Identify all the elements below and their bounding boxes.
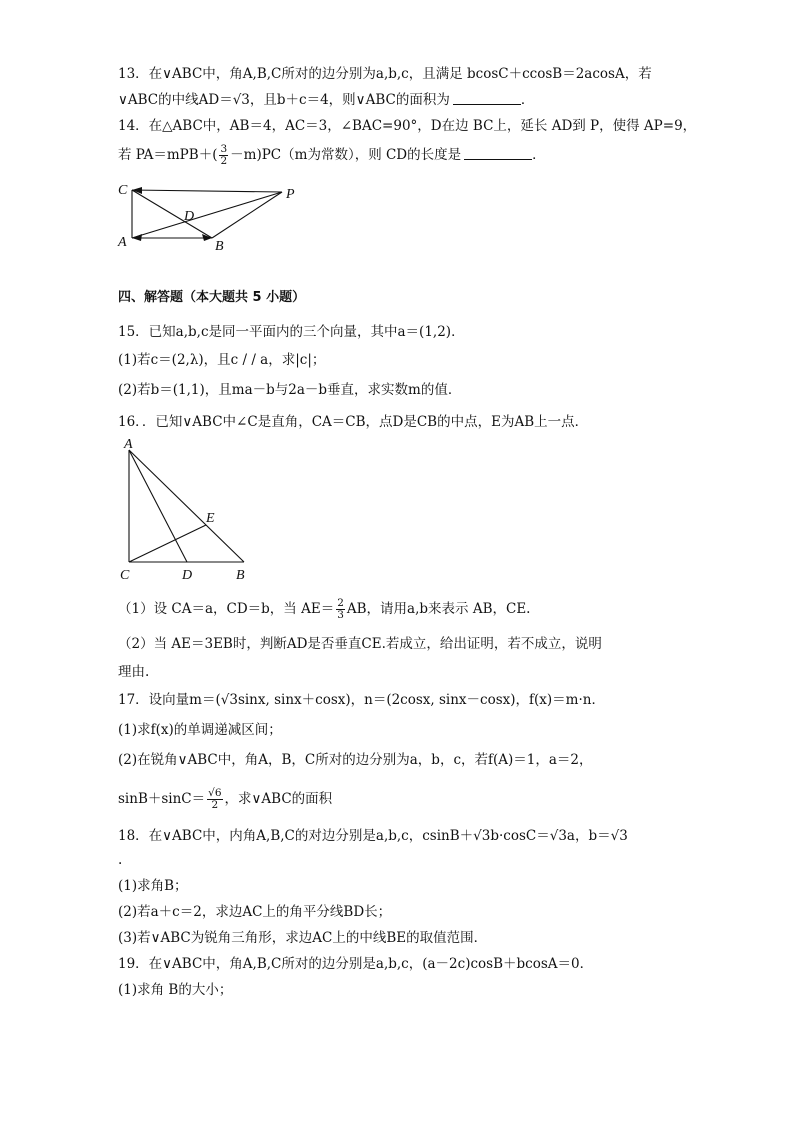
q13-line2-text: ∨ABC的中线AD＝√3，且b＋c＝4，则∨ABC的面积为 <box>118 92 450 108</box>
q14-line2: 若 PA＝mPB＋( $\frac{3}{2}$ －m)PC（m为常数），则 CD的长度是 ． <box>118 143 546 167</box>
q17-line3: (2)在锐角∨ABC中，角A，B，C所对的边分别为a，b，c，若f(A)＝1，a＝2， <box>118 752 593 768</box>
q19-line1: 19．在∨ABC中，角A,B,C所对的边分别是a,b,c，(a－2c)cosB＋bcosA＝0． <box>118 956 594 972</box>
answer-blank-14[interactable] <box>464 146 532 160</box>
q17-line4-pre: sinB＋sinC＝ <box>118 791 206 807</box>
q18-line4: (3)若∨ABC为锐角三角形，求边AC上的中线BE的取值范围． <box>118 930 488 946</box>
q17-line4-post: ，求∨ABC的面积 <box>224 791 333 807</box>
fig14-label-p: P <box>286 187 295 202</box>
fig16-label-d: D <box>182 568 193 583</box>
fig14-label-a: A <box>118 235 127 250</box>
q16-part1 <box>118 598 530 621</box>
fig14-label-d: D <box>184 209 195 224</box>
q16-part1-pre: （1）设 CA＝a，CD＝b，当 AE＝ <box>118 601 335 617</box>
q14-line2-post: －m)PC（m为常数），则 CD的长度是 <box>230 147 462 163</box>
q14-line2-pre: 若 PA＝mPB＋( <box>118 147 218 163</box>
q17-fraction: $\frac{√6}{2}$ <box>208 787 222 811</box>
q18-line3: (2)若a＋c＝2，求边AC上的角平分线BD长； <box>118 904 392 920</box>
fig16-label-b: B <box>236 568 245 583</box>
q17-line4 <box>118 788 332 811</box>
q14-line1: 14．在△ABC中，AB＝4，AC＝3，∠BAC=90°，D在边 BC上，延长 AD到 P，使得 AP=9， <box>118 118 697 134</box>
q16-part1-post: AB，请用a,b来表示 AB，CE. <box>346 601 531 617</box>
q18-line1: 18．在∨ABC中，内角A,B,C的对边分别是a,b,c，csinB＋√3b·cosC＝√3a，b＝√3 <box>118 828 628 844</box>
q19-line2: (1)求角 B的大小； <box>118 982 233 998</box>
q16-part2-line2: 理由. <box>118 664 150 680</box>
q16-line1: 16．．已知∨ABC中∠C是直角，CA＝CB，点D是CB的中点，E为AB上一点． <box>118 414 589 430</box>
q18-line2: (1)求角B； <box>118 878 188 894</box>
q17-line1: 17．设向量m＝(√3sinx, sinx＋cosx)，n＝(2cosx, sinx－cosx)，f(x)＝m·n． <box>118 692 605 708</box>
q16-fraction: $\frac{2}{3}$ <box>337 597 344 621</box>
q13-line2: ∨ABC的中线AD＝√3，且b＋c＝4，则∨ABC的面积为 ． <box>118 92 535 108</box>
q15-line2: (1)若c＝(2,λ)，且c / / a，求|c|； <box>118 352 326 368</box>
answer-blank-13[interactable] <box>453 91 521 105</box>
fig14-label-b: B <box>215 239 224 254</box>
q16-figure <box>112 436 262 584</box>
fig14-label-c: C <box>118 183 128 198</box>
q16-part2-line1: （2）当 AE＝3EB时，判断AD是否垂直CE.若成立，给出证明，若不成立，说明 <box>118 636 602 652</box>
q15-line1: 15．已知a,b,c是同一平面内的三个向量，其中a＝(1,2)． <box>118 324 465 340</box>
fig16-label-a: A <box>124 437 133 452</box>
q15-line3: (2)若b＝(1,1)，且ma－b与2a－b垂直，求实数m的值． <box>118 382 462 398</box>
section-title: 四、解答题（本大题共 5 小题） <box>118 290 306 305</box>
q13-line1: 13．在∨ABC中，角A,B,C所对的边分别为a,b,c，且满足 bcosC＋ccosB＝2acosA，若 <box>118 66 652 82</box>
q17-line2: (1)求f(x)的单调递减区间； <box>118 722 282 738</box>
fig16-label-c: C <box>120 568 130 583</box>
q14-fraction: $\frac{3}{2}$ <box>220 143 228 167</box>
q18-line1b: . <box>118 852 123 868</box>
fig16-label-e: E <box>206 511 215 526</box>
q14-figure <box>112 176 312 256</box>
